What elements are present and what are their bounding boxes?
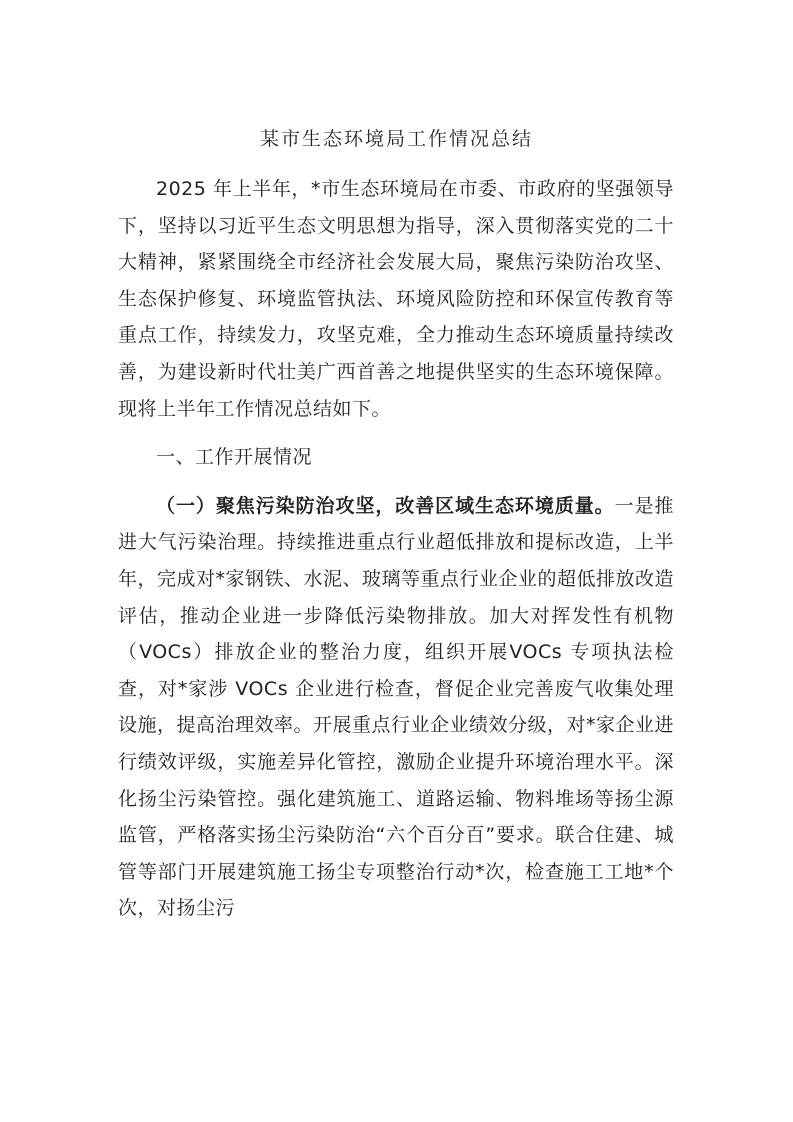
subsection-body: 一是推进大气污染治理。持续推进重点行业超低排放和提标改造，上半年，完成对*家钢铁、水泥、玻璃等重点行业企业的超低排放改造评估，推动企业进一步降低污染物排放。加大对挥发性有机物（VOCs）排放企业的整治力度，组织开展VOCs 专项执法检查，对*家涉 VOCs 企业进行检查，督促企业完善废气收集处理设施，提高治理效率。开展重点行业企业绩效分级，对*家企业进行绩效评级，实施差异化管控，激励企业提升环境治理水平。深化扬尘污染管控。强化建筑施工、道路运输、物料堆场等扬尘源监管，严格落实扬尘污染防治“六个百分百”要求。联合住建、城管等部门开展建筑施工扬尘专项整治行动*次，检查施工工地*个次，对扬尘污 <box>118 494 675 920</box>
document-body <box>118 171 674 927</box>
subsection-heading: （一）聚焦污染防治攻坚，改善区域生态环境质量。 <box>156 494 615 517</box>
subsection-paragraph <box>118 488 674 927</box>
intro-paragraph: 2025 年上半年，*市生态环境局在市委、市政府的坚强领导下，坚持以习近平生态文明思想为指导，深入贯彻落实党的二十大精神，紧紧围绕全市经济社会发展大局，聚焦污染防治攻坚、生态保护修复、环境监管执法、环境风险防控和环保宣传教育等重点工作，持续发力，攻坚克难，全力推动生态环境质量持续改善，为建设新时代壮美广西首善之地提供坚实的生态环境保障。现将上半年工作情况总结如下。 <box>118 178 674 420</box>
section-heading: 一、工作开展情况 <box>156 446 313 469</box>
document-title: 某市生态环境局工作情况总结 <box>259 128 533 150</box>
